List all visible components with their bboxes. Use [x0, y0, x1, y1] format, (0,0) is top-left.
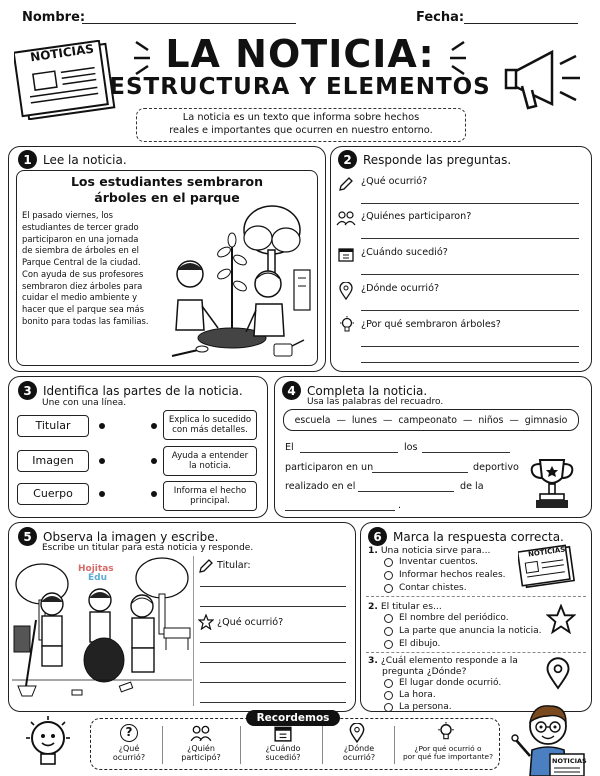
newspaper-word: NOTICIAS: [29, 41, 95, 65]
section-6-title-text: Marca la respuesta correcta.: [393, 529, 564, 544]
recordemos-que-line-2: ocurrió?: [112, 752, 146, 762]
match-dot-right[interactable]: [151, 491, 157, 497]
quiz-q1-option[interactable]: [384, 570, 506, 580]
radio-circle[interactable]: [384, 691, 393, 700]
quiz-q3: [368, 655, 518, 677]
section-6-number: 6: [368, 527, 387, 546]
news-body-line: estudiantes de tercer grado: [22, 221, 139, 232]
pencil-icon: [338, 176, 354, 192]
news-body-line: Parque Central de la ciudad.: [22, 257, 141, 268]
radio-circle[interactable]: [384, 640, 393, 649]
recordemos-cuando: [250, 745, 316, 763]
question-what: ¿Qué ocurrió?: [361, 176, 428, 187]
page-title: LA NOTICIA:: [165, 32, 435, 76]
part-imagen[interactable]: Imagen: [17, 450, 89, 472]
radio-circle[interactable]: [384, 614, 393, 623]
word-escuela: escuela: [294, 414, 331, 426]
question-mark-icon: ?: [120, 724, 138, 742]
word-separator: —: [462, 414, 473, 426]
recordemos-donde-line-1: ¿Dónde: [343, 744, 375, 753]
quiz-q1-number: 1.: [368, 545, 378, 556]
fill-text: de la: [460, 481, 484, 492]
section-4-title-text: Completa la noticia.: [307, 383, 428, 398]
question-where: ¿Dónde ocurrió?: [361, 283, 440, 294]
fill-text: El: [285, 442, 294, 453]
part-cuerpo[interactable]: Cuerpo: [17, 483, 89, 505]
tree-planting-illustration: [162, 200, 314, 364]
section-3-number: 3: [18, 381, 37, 400]
recordemos-que: [100, 745, 158, 763]
definition-3-line-1: Informa el hecho: [173, 485, 247, 496]
fill-text: los: [404, 442, 418, 453]
quiz-q1: [368, 545, 490, 556]
quiz-divider: [366, 596, 586, 597]
recordemos-divider: [240, 726, 241, 764]
match-dot-right[interactable]: [151, 423, 157, 429]
option-label: Informar hechos reales.: [399, 570, 506, 580]
quiz-q3-option[interactable]: [384, 690, 436, 700]
news-body-line: bonito para todas las familias.: [22, 315, 149, 326]
word-separator: —: [509, 414, 519, 426]
option-label: La hora.: [399, 690, 436, 700]
news-body-line: sembraron diez árboles para: [22, 280, 143, 291]
section-5-title-text: Observa la imagen y escribe.: [43, 529, 219, 544]
answer-line-when[interactable]: [361, 274, 579, 275]
word-gimnasio: gimnasio: [524, 414, 568, 426]
definition-2-line-1: Ayuda a entender: [171, 450, 249, 461]
match-dot-left[interactable]: [99, 423, 105, 429]
word-campeonato: campeonato: [398, 414, 457, 426]
radio-circle[interactable]: [384, 703, 393, 712]
quiz-q2-number: 2.: [368, 601, 378, 612]
section-1-title-text: Lee la noticia.: [43, 152, 127, 167]
recordemos-por-que: [396, 745, 500, 761]
watermark-line-1: Hojitas: [78, 564, 114, 574]
word-separator: —: [336, 414, 346, 426]
news-body-line: hacer que el parque sea más: [22, 304, 145, 315]
news-body-line: de siembra de árboles en el: [22, 245, 139, 256]
recordemos-quien-line-2: participó?: [181, 752, 221, 762]
trophy-icon: [526, 454, 578, 512]
section-3-subtitle: Une con una línea.: [42, 398, 127, 408]
recordemos-por-que-line-1: ¿Por qué ocurrió o: [414, 744, 482, 753]
recordemos-quien: [170, 745, 232, 763]
lightbulb-character-icon: [16, 714, 80, 772]
quiz-q1-text: Una noticia sirve para...: [380, 545, 491, 556]
option-label: El dibujo.: [399, 639, 441, 649]
quiz-q2: [368, 601, 442, 612]
definition-3[interactable]: [163, 481, 257, 511]
fill-text: realizado en el: [285, 481, 356, 492]
section-5-number: 5: [18, 527, 37, 546]
part-titular[interactable]: Titular: [17, 415, 89, 437]
radio-circle[interactable]: [384, 679, 393, 688]
section-1-title: [18, 150, 127, 169]
section-2-title: [338, 150, 511, 169]
definition-1-line-1: Explica lo sucedido: [168, 414, 252, 425]
fill-blank[interactable]: [300, 452, 398, 453]
answer-line-where[interactable]: [361, 310, 579, 311]
answer-line-why-1[interactable]: [361, 346, 579, 347]
fill-blank[interactable]: [285, 510, 395, 511]
watermark: [78, 565, 114, 583]
quiz-q3-option[interactable]: [384, 678, 501, 688]
section-4-number: 4: [282, 381, 301, 400]
option-label: La parte que anuncia la noticia.: [399, 626, 542, 636]
answer-line-who[interactable]: [361, 238, 579, 239]
fill-blank[interactable]: [422, 452, 510, 453]
word-bank: [283, 409, 579, 431]
quiz-q3-number: 3.: [368, 655, 378, 666]
match-dot-right[interactable]: [151, 458, 157, 464]
answer-line-why-2[interactable]: [361, 362, 579, 363]
date-field[interactable]: [464, 23, 578, 24]
question-who: ¿Quiénes participaron?: [361, 211, 472, 222]
radio-circle[interactable]: [384, 571, 393, 580]
intro-box: [136, 108, 466, 142]
answer-line-what[interactable]: [361, 203, 579, 204]
news-body: [22, 210, 162, 328]
lightbulb-icon: [338, 316, 356, 334]
people-icon: [190, 724, 212, 742]
radio-circle[interactable]: [384, 627, 393, 636]
definition-3-line-2: principal.: [190, 496, 230, 506]
recordemos-label: Recordemos: [246, 710, 340, 726]
definition-1-line-2: con más detalles.: [172, 425, 248, 435]
section-2-title-text: Responde las preguntas.: [363, 152, 512, 167]
fill-text: deportivo: [473, 462, 519, 473]
section-2-number: 2: [338, 150, 357, 169]
name-label: Nombre:: [22, 10, 86, 25]
definition-2-line-2: la noticia.: [189, 461, 231, 471]
intro-line-1: La noticia es un texto que informa sobre hechos: [182, 112, 420, 123]
quiz-q2-option[interactable]: [384, 639, 440, 649]
what-happened-prompt: ¿Qué ocurrió?: [217, 617, 284, 628]
recordemos-por-que-line-2: por qué fue importante?: [402, 752, 494, 762]
question-why: ¿Por qué sembraron árboles?: [361, 319, 501, 330]
page-subtitle: ESTRUCTURA Y ELEMENTOS: [109, 74, 491, 100]
radio-circle[interactable]: [384, 558, 393, 567]
watermark-line-2: Edu: [88, 573, 107, 583]
section-4-subtitle: Usa las palabras del recuadro.: [307, 397, 444, 407]
lightbulb-icon: [436, 722, 456, 742]
recordemos-donde-line-2: ocurrió?: [342, 752, 376, 762]
quiz-q2-option[interactable]: [384, 626, 541, 636]
what-answer-line-2[interactable]: [200, 662, 346, 663]
news-headline-line-1: Los estudiantes sembraron: [70, 174, 264, 189]
definition-2[interactable]: [163, 446, 257, 476]
location-pin-icon: [544, 656, 572, 692]
what-answer-line-3[interactable]: [200, 682, 346, 683]
section-5-divider: [193, 556, 194, 706]
fill-text: participaron en un: [285, 462, 374, 473]
quiz-q3-option[interactable]: [384, 702, 452, 712]
fill-text: .: [398, 500, 402, 511]
word-separator: —: [382, 414, 393, 426]
location-pin-icon: [338, 282, 354, 300]
news-body-line: Con ayuda de sus profesores: [22, 268, 144, 279]
section-3-title-text: Identifica las partes de la noticia.: [43, 383, 243, 398]
match-dot-left[interactable]: [99, 491, 105, 497]
option-label: La persona.: [399, 702, 452, 712]
news-body-line: El pasado viernes, los: [22, 210, 114, 220]
what-answer-line-1[interactable]: [200, 642, 346, 643]
recordemos-divider: [394, 726, 395, 764]
headline-prompt: Titular:: [217, 560, 251, 571]
calendar-icon: [274, 724, 292, 742]
quiz-q1-option[interactable]: [384, 583, 467, 593]
quiz-q2-option[interactable]: [384, 613, 509, 623]
option-label: El lugar donde ocurrió.: [399, 678, 502, 688]
pencil-icon: [198, 558, 214, 574]
option-label: Contar chistes.: [399, 583, 467, 593]
option-label: El nombre del periódico.: [399, 613, 509, 623]
fill-blank[interactable]: [358, 491, 454, 492]
recordemos-divider: [162, 726, 163, 764]
what-answer-line-4[interactable]: [200, 702, 346, 703]
quiz-q2-text: El titular es...: [380, 601, 442, 612]
recordemos-donde: [328, 745, 390, 763]
newspaper-word: NOTICIAS: [552, 757, 587, 765]
section-1-number: 1: [18, 150, 37, 169]
calendar-icon: [338, 246, 354, 262]
radio-circle[interactable]: [384, 584, 393, 593]
quiz-q1-option[interactable]: [384, 557, 478, 567]
location-pin-icon: [348, 723, 366, 743]
newspaper-word: NOTICIAS: [527, 545, 566, 559]
recordemos-cuando-line-1: ¿Cuándo: [265, 744, 301, 753]
intro-line-2: reales e importantes que ocurren en nuestro entorno.: [169, 124, 433, 136]
recordemos-divider: [322, 726, 323, 764]
quiz-divider: [366, 652, 586, 653]
recordemos-quien-line-1: ¿Quién: [187, 744, 215, 753]
star-icon: [546, 604, 576, 634]
people-icon: [336, 210, 356, 226]
date-label: Fecha:: [416, 10, 465, 25]
recordemos-que-line-1: ¿Qué: [118, 744, 140, 753]
fill-blank[interactable]: [372, 472, 468, 473]
question-when: ¿Cuándo sucedió?: [361, 247, 448, 258]
match-dot-left[interactable]: [99, 458, 105, 464]
news-headline-line-2: árboles en el parque: [94, 189, 240, 205]
quiz-q3-text-1: ¿Cuál elemento responde a la: [380, 655, 518, 666]
option-label: Inventar cuentos.: [399, 557, 479, 567]
definition-1[interactable]: [163, 410, 257, 440]
word-lunes: lunes: [351, 414, 377, 426]
headline-answer-line-1[interactable]: [200, 586, 346, 587]
headline-answer-line-2[interactable]: [200, 606, 346, 607]
section-5-subtitle: Escribe un titular para esta noticia y responde.: [42, 543, 254, 553]
star-icon: [198, 614, 214, 630]
recordemos-cuando-line-2: sucedió?: [265, 752, 301, 762]
quiz-q3-text-2: pregunta ¿Dónde?: [382, 666, 467, 678]
name-field[interactable]: [82, 23, 296, 24]
word-ninos: niños: [478, 414, 504, 426]
news-body-line: participaron en una jornada: [22, 233, 139, 244]
news-body-line: cuidar el medio ambiente y: [22, 292, 138, 303]
